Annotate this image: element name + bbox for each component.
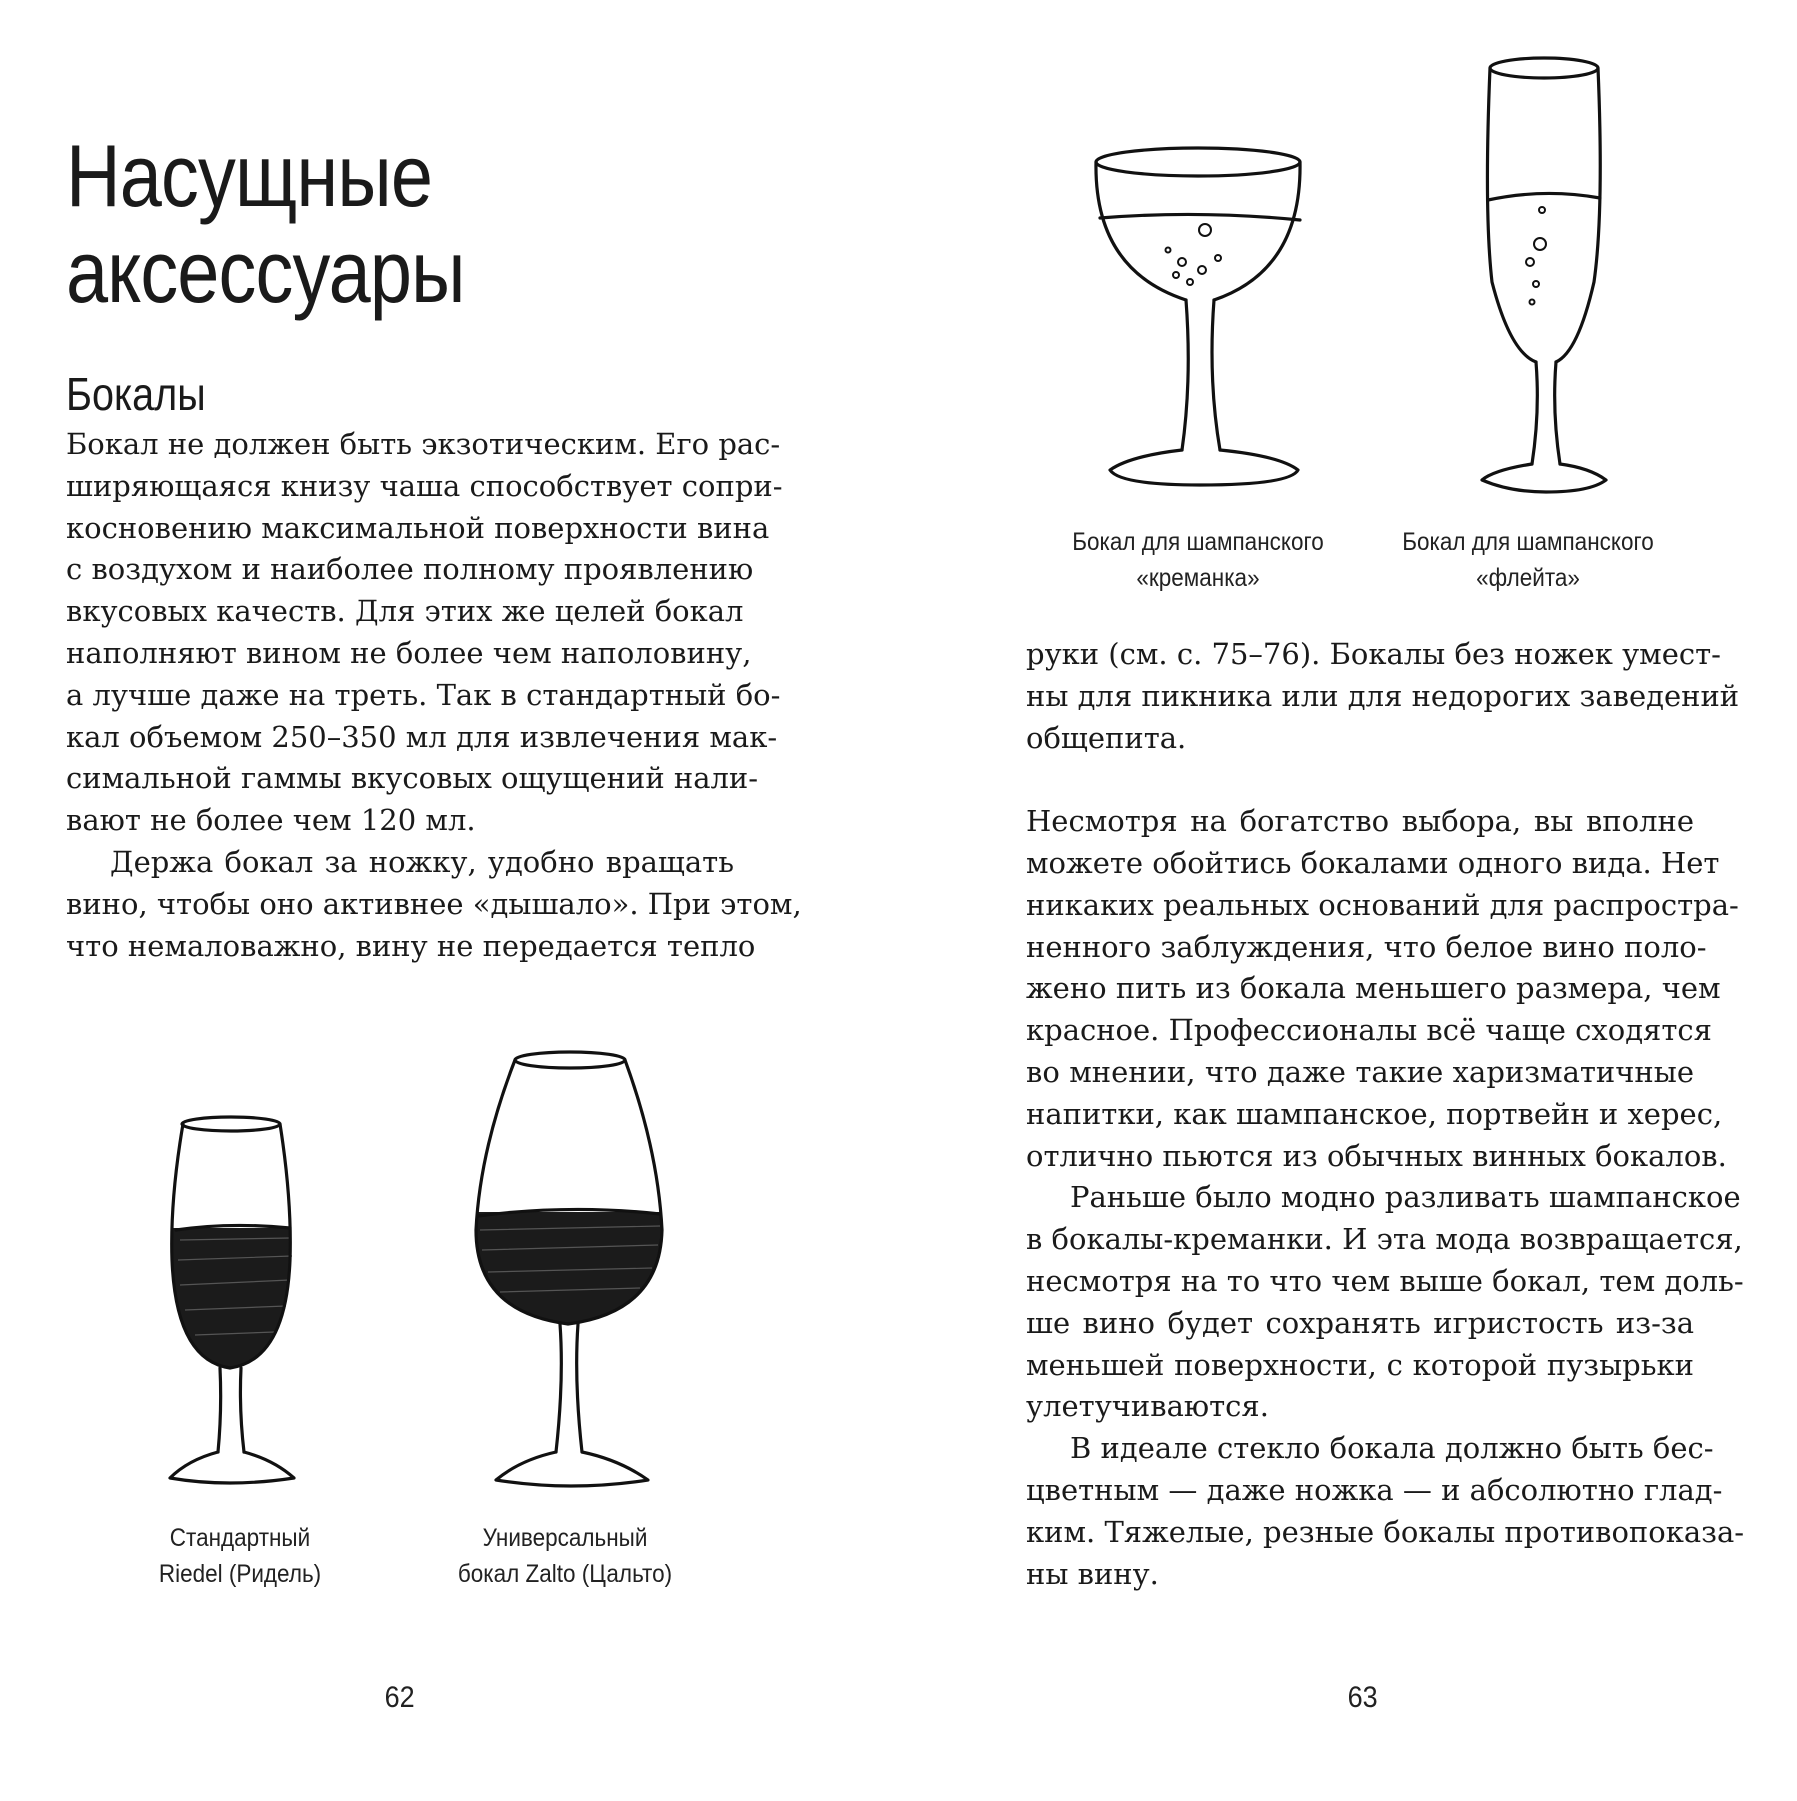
text-line: косновению максимальной поверхности вина [66,510,770,545]
caption-flute: Бокал для шампанского «флейта» [1402,528,1654,592]
paragraph-gap [1026,759,1694,801]
text-line: Несмотря на богатство выбора, вы вполне [1026,804,1694,839]
left-body-text [66,424,802,967]
text-line: ше вино будет сохранять игристость из-за [1026,1305,1694,1340]
text-line: ким. Тяжелые, резные бокалы противопоказа- [1026,1514,1745,1549]
text-line: вкусовых качеств. Для этих же целей бокал [66,594,744,629]
text-line: во мнении, что даже такие харизматичные [1026,1054,1694,1089]
text-line: с воздухом и наиболее полному проявлению [66,552,754,587]
text-line: ны для пикника или для недорогих заведений [1026,678,1740,713]
text-line: ширяющаяся книзу чаша способствует сопри- [66,468,783,503]
text-line: Держа бокал за ножку, удобно вращать [110,844,734,879]
text-line: вают не более чем 120 мл. [66,803,476,838]
right-body-text [1026,634,1745,1595]
page-title [66,128,465,320]
riedel-glass-icon [150,1110,310,1500]
text-line: В идеале стекло бокала должно быть бес- [1070,1431,1714,1466]
caption-riedel: Стандартный Riedel (Ридель) [158,1524,322,1588]
page-number-left: 62 [384,1681,415,1714]
text-line: красное. Профессионалы всё чаще сходятся [1026,1013,1712,1048]
text-line: ны вину. [1026,1556,1159,1591]
text-line: улетучиваются. [1026,1389,1269,1424]
flute-glass-icon [1470,52,1620,492]
text-line: отлично пьются из обычных винных бокалов. [1026,1138,1727,1173]
text-line: общепита. [1026,720,1187,755]
page-number-right: 63 [1347,1681,1378,1714]
text-line: Раньше было модно разливать шампанское [1070,1180,1741,1215]
text-line: ненного заблуждения, что белое вино поло- [1026,929,1707,964]
title-line-2: аксессуары [66,222,465,321]
right-page [898,0,1797,1801]
text-line: можете обойтись бокалами одного вида. Нет [1026,845,1720,880]
text-line: вино, чтобы оно активнее «дышало». При этом, [66,886,802,921]
title-line-1: Насущные [66,126,433,225]
text-line: руки (см. с. 75–76). Бокалы без ножек умест- [1026,637,1721,671]
text-line: жено пить из бокала меньшего размера, чем [1026,971,1721,1006]
caption-zalto: Универсальный бокал Zalto (Цальто) [457,1524,673,1588]
caption-coupe: Бокал для шампанского «креманка» [1072,528,1324,592]
section-heading: Бокалы [66,368,206,420]
zalto-glass-icon [470,1040,670,1500]
text-line: никаких реальных оснований для распростра- [1026,887,1739,922]
text-line: симальной гаммы вкусовых ощущений нали- [66,761,759,796]
coupe-glass-icon [1090,140,1310,490]
text-line: кал объемом 250–350 мл для извлечения мак- [66,719,778,754]
text-line: в бокалы-креманки. И эта мода возвращается, [1026,1222,1743,1257]
text-line: а лучше даже на треть. Так в стандартный бо- [66,677,781,712]
text-line: цветным — даже ножка — и абсолютно глад- [1026,1472,1723,1507]
text-line: напитки, как шампанское, портвейн и херес, [1026,1096,1723,1131]
text-line: Бокал не должен быть экзотическим. Его рас- [66,427,781,461]
text-line: меньшей поверхности, с которой пузырьки [1026,1347,1694,1382]
text-line: что немаловажно, вину не передается тепло [66,928,756,963]
left-page [0,0,898,1801]
text-line: несмотря на то что чем выше бокал, тем доль- [1026,1263,1744,1298]
text-line: наполняют вином не более чем наполовину, [66,635,752,670]
